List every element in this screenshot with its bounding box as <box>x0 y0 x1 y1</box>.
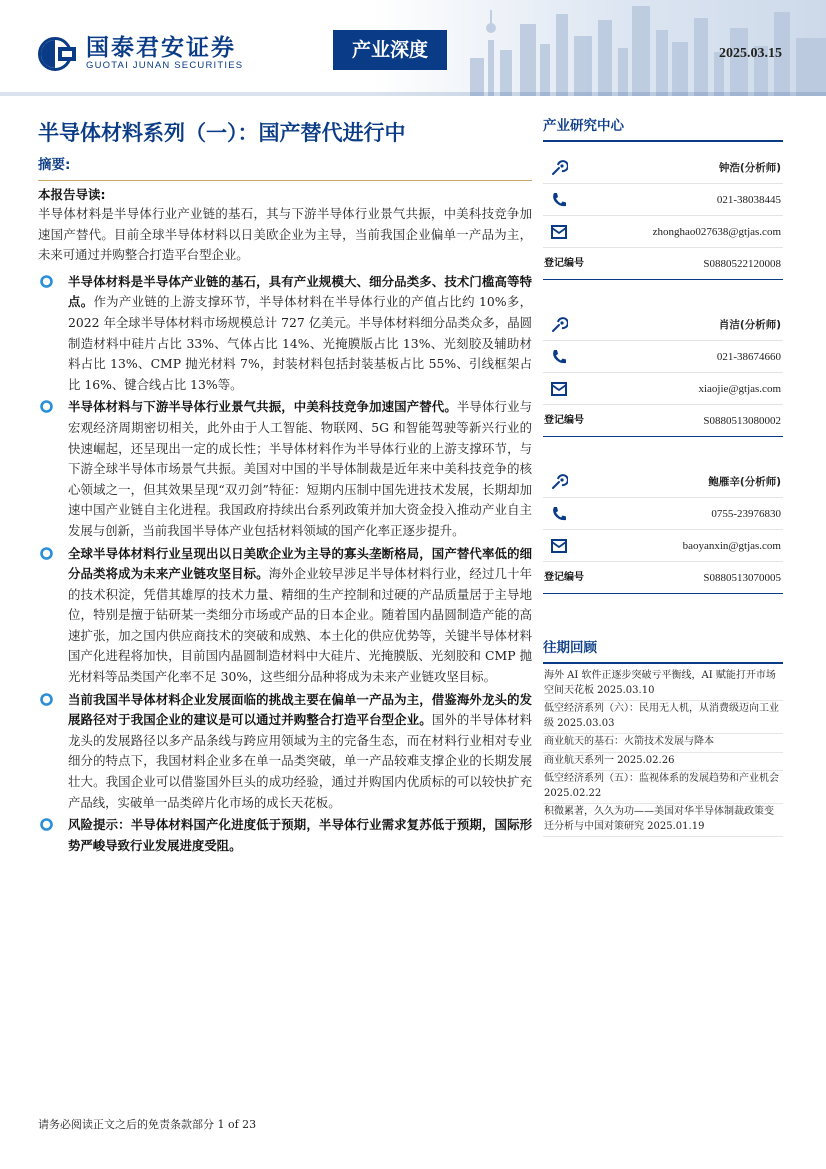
bullet-item <box>38 397 532 541</box>
registration-label: 登记编号 <box>544 258 584 269</box>
bullet-icon <box>40 818 53 831</box>
lead-paragraph: 半导体材料是半导体行业产业链的基石，其与下游半导体行业景气共振，中美科技竞争加速国产替代。目前全球半导体材料以日美欧企业为主导，当前我国企业偏单一产品为主，未来可通过并购整合打造平台型企业。 <box>38 206 532 263</box>
pen-icon <box>550 473 568 491</box>
analyst-phone-row <box>543 498 783 530</box>
report-title: 半导体材料系列（一）：国产替代进行中 <box>38 121 406 145</box>
registration-number: S0880522120008 <box>703 258 781 270</box>
analyst-phone: 021-38674660 <box>716 351 781 363</box>
bullet-icon <box>40 400 53 413</box>
analyst-email[interactable]: baoyanxin@gtjas.com <box>682 540 781 552</box>
bullet-heading: 当前我国半导体材料企业发展面临的挑战主要在偏单一产品为主，借鉴海外龙头的发展路径对于我国企业的建议是可以通过并购整合打造平台型企业。 <box>68 691 532 728</box>
past-report-link[interactable]: 积微累著，久久为功——美国对华半导体制裁政策变迁分析与中国对策研究 2025.01.19 <box>543 804 783 837</box>
report-type-badge: 产业深度 <box>333 30 447 70</box>
pen-icon <box>550 316 568 334</box>
analyst-email[interactable]: zhonghao027638@gtjas.com <box>652 226 781 238</box>
sidebar <box>543 112 783 837</box>
report-header <box>0 0 826 96</box>
summary-bullets <box>38 272 532 857</box>
past-report-link[interactable]: 低空经济系列（六）：民用无人机，从消费级迈向工业级 2025.03.03 <box>543 701 783 734</box>
analyst-name-row <box>543 466 783 498</box>
analyst-registration-row <box>543 562 783 594</box>
page-footer: 请务必阅读正文之后的免责条款部分 1 of 23 <box>38 1118 257 1131</box>
logo-english-name: GUOTAI JUNAN SECURITIES <box>86 60 244 71</box>
analyst-name-row <box>543 152 783 184</box>
analyst-email-row <box>543 216 783 248</box>
analyst-card <box>543 466 783 594</box>
registration-number: S0880513080002 <box>703 415 781 427</box>
analyst-email-row <box>543 373 783 405</box>
bullet-heading: 全球半导体材料行业呈现出以日美欧企业为主导的寡头垄断格局，国产替代率低的细分品类将成为未来产业链攻坚目标。 <box>68 545 532 582</box>
past-reports-list <box>543 668 783 837</box>
main-content <box>38 118 532 856</box>
analyst-phone-row <box>543 341 783 373</box>
analyst-phone: 0755-23976830 <box>711 508 781 520</box>
mail-icon <box>550 380 568 398</box>
research-center-heading: 产业研究中心 <box>543 112 783 142</box>
bullet-heading: 半导体材料与下游半导体行业景气共振，中美科技竞争加速国产替代。 <box>68 399 457 415</box>
bullet-text: 半导体行业与宏观经济周期密切相关，此外由于人工智能、物联网、5G 和智能驾驶等新兴行业的快速崛起，还呈现出一定的成长性；半导体材料作为半导体行业的上游支撑环节，与下游全球半导体市场景气共振。美国对中国的半导体制裁是近年来中美科技竞争的核心领域之一，但其效果呈现“双刃剑”特征：短期内压制中国先进技术发展，长期却加速中国产业链自主化进程。我国政府持续出台系列政策并加大资金投入推动产业自主发展与创新，当前我国半导体产业包括材料领域的国产化率正逐步提升。 <box>68 399 533 538</box>
analyst-name: 鲍雁辛(分析师) <box>708 476 781 488</box>
analyst-card <box>543 309 783 437</box>
phone-icon <box>550 191 568 209</box>
past-report-link[interactable]: 商业航天系列一 2025.02.26 <box>543 753 783 772</box>
past-reports-heading: 往期回顾 <box>543 634 783 664</box>
lead-title: 本报告导读: <box>38 187 106 202</box>
bullet-item <box>38 272 532 396</box>
phone-icon <box>550 505 568 523</box>
analyst-email[interactable]: xiaojie@gtjas.com <box>698 383 781 395</box>
analyst-name-row <box>543 309 783 341</box>
logo-chinese-name: 国泰君安证券 <box>86 35 236 61</box>
bullet-text: 海外企业较早涉足半导体材料行业，经过几十年的技术积淀，凭借其雄厚的技术力量、精细的生产控制和过硬的产品质量居于主导地位，特别是擅于钻研某一类细分市场或产品的日本企业。随着国内晶圆制造产能的高速扩张，加之国内供应商技术的突破和成熟、本土化的供应优势等，关键半导体材料国产化进程将加快，目前国内晶圆制造材料中大硅片、光掩膜版、光刻胶和 CMP 抛光材料等品类国产化率不足 30%，这些细分品种将成为未来产业链攻坚目标。 <box>68 566 533 685</box>
report-date: 2025.03.15 <box>719 46 782 61</box>
phone-icon <box>550 348 568 366</box>
analyst-registration-row <box>543 248 783 280</box>
past-report-link[interactable]: 低空经济系列（五）：监视体系的发展趋势和产业机会 2025.02.22 <box>543 771 783 804</box>
registration-label: 登记编号 <box>544 572 584 583</box>
abstract-label: 摘要: <box>38 156 532 181</box>
past-report-link[interactable]: 海外 AI 软件正逐步突破亏平衡线，AI 赋能打开市场空间天花板 2025.03.10 <box>543 668 783 701</box>
analyst-name: 钟浩(分析师) <box>718 162 781 174</box>
company-logo <box>38 36 243 72</box>
registration-number: S0880513070005 <box>703 572 781 584</box>
bullet-heading: 半导体材料是半导体产业链的基石，具有产业规模大、细分品类多、技术门槛高等特点。 <box>68 273 532 310</box>
bullet-icon <box>40 693 53 706</box>
bullet-text: 国外的半导体材料龙头的发展路径以多产品条线与跨应用领域为主的完备生态，而在材料行业相对专业细分的特点下，我国材料企业多在单一品类突破，单一产品较难支撑企业的长期发展壮大。我国企业可以借鉴国外巨头的成功经验，通过并购国内优质标的可以较快扩充产品线，实破单一品类碎片化市场的成长天花板。 <box>68 712 533 810</box>
mail-icon <box>550 223 568 241</box>
analyst-email-row <box>543 530 783 562</box>
mail-icon <box>550 537 568 555</box>
bullet-item <box>38 690 532 814</box>
bullet-icon <box>40 275 53 288</box>
logo-mark-icon <box>38 37 78 71</box>
registration-label: 登记编号 <box>544 415 584 426</box>
analyst-phone-row <box>543 184 783 216</box>
bullet-item <box>38 815 532 856</box>
analyst-registration-row <box>543 405 783 437</box>
bullet-item <box>38 544 532 688</box>
analyst-phone: 021-38038445 <box>716 194 781 206</box>
past-report-link[interactable]: 商业航天的基石：火箭技术发展与降本 <box>543 734 783 753</box>
bullet-text: 作为产业链的上游支撑环节，半导体材料在半导体行业的产值占比约 10%多，2022 年全球半导体材料市场规模总计 727 亿美元。半导体材料细分品类众多，晶圆制造材料中硅片占比 33%、气体占比 14%、光掩膜版占比 13%、光刻胶及辅助材料占比 13%、CMP 抛光材料 7%，封装材料包括封装基板占比 55%、引线框架占比 16%、键合线占比 13%等。 <box>68 294 533 392</box>
bullet-icon <box>40 547 53 560</box>
analyst-card <box>543 152 783 280</box>
pen-icon <box>550 159 568 177</box>
bullet-heading: 风险提示：半导体材料国产化进度低于预期，半导体行业需求复苏低于预期，国际形势严峻导致行业发展进度受阻。 <box>68 817 532 853</box>
analyst-name: 肖洁(分析师) <box>718 319 781 331</box>
